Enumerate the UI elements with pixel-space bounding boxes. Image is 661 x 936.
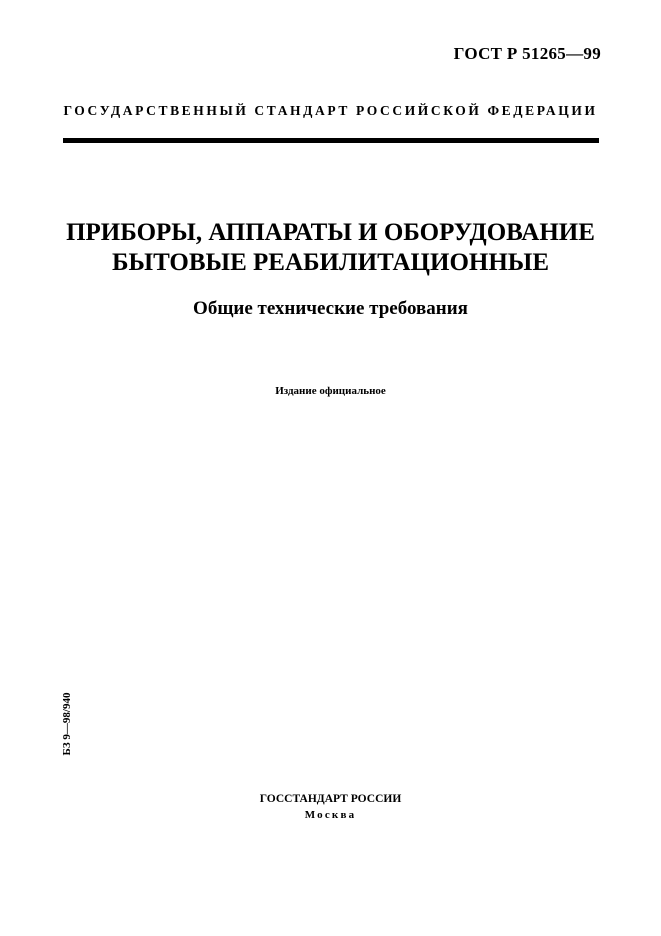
document-title <box>0 218 661 278</box>
title-line-2: БЫТОВЫЕ РЕАБИЛИТАЦИОННЫЕ <box>112 249 549 276</box>
header-divider <box>63 138 599 143</box>
publisher: ГОССТАНДАРТ РОССИИ <box>259 793 402 805</box>
title-line-1: ПРИБОРЫ, АППАРАТЫ И ОБОРУДОВАНИЕ <box>66 219 595 246</box>
publication-city: Москва <box>304 809 357 821</box>
issuing-authority: ГОСУДАРСТВЕННЫЙ СТАНДАРТ РОССИЙСКОЙ ФЕДЕРАЦИИ <box>63 103 598 118</box>
document-subtitle: Общие технические требования <box>193 298 468 319</box>
document-number: ГОСТ Р 51265—99 <box>453 44 601 63</box>
edition-label: Издание официальное <box>275 385 386 397</box>
side-code: БЗ 9—98/940 <box>61 692 73 756</box>
